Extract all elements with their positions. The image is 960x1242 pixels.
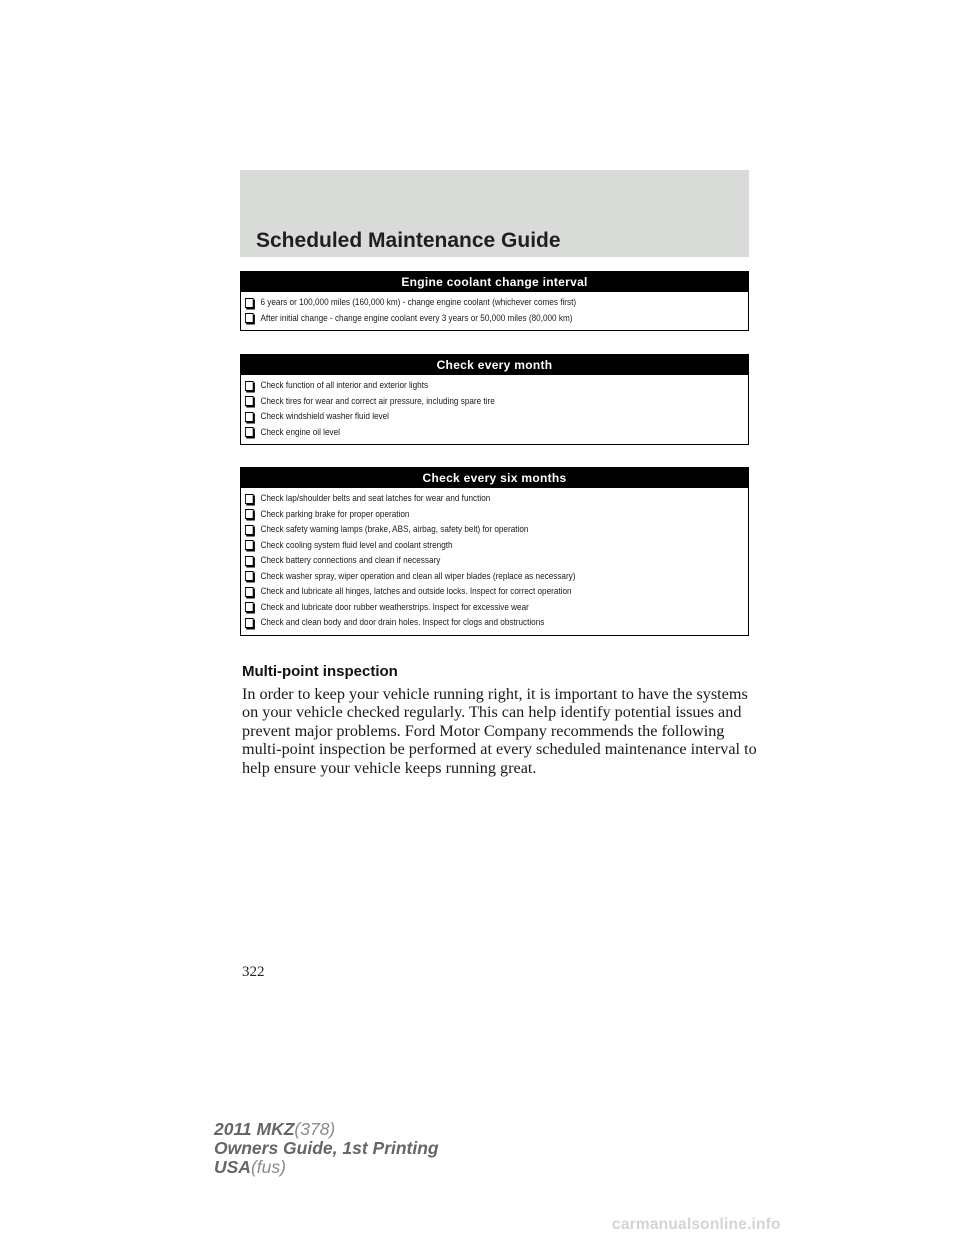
checklist-item bbox=[245, 491, 678, 507]
checklist-item bbox=[245, 394, 678, 410]
checklist-item-text: Check lap/shoulder belts and seat latches for wear and function bbox=[260, 493, 491, 504]
box-title: Check every month bbox=[241, 355, 748, 375]
checklist bbox=[241, 375, 748, 444]
checklist-item bbox=[245, 615, 678, 631]
footer-printing: Owners Guide, 1st Printing bbox=[214, 1138, 439, 1158]
checklist-item-text: Check and lubricate door rubber weatherstrips. Inspect for excessive wear bbox=[260, 601, 529, 613]
checklist-item-text: Check cooling system fluid level and coolant strength bbox=[260, 539, 453, 551]
checkbox-icon bbox=[245, 381, 254, 391]
checklist-item-text: Check and lubricate all hinges, latches and outside locks. Inspect for correct operation bbox=[260, 586, 572, 597]
section-body: In order to keep your vehicle running right, it is important to have the systems on your vehicle checked regularly. This can help identify potential issues and prevent major problems. Ford Motor Company recommends the following multi-point inspection be performed at every scheduled maintenance interval to help ensure your vehicle keeps running great. bbox=[242, 685, 757, 777]
checklist bbox=[241, 488, 748, 635]
checklist-item-text: Check parking brake for proper operation bbox=[260, 508, 410, 520]
checklist-item bbox=[245, 600, 678, 616]
checkbox-icon bbox=[245, 540, 254, 550]
six-month-check-box bbox=[240, 467, 749, 636]
footer-model-code: (378) bbox=[294, 1119, 336, 1139]
checklist-item bbox=[245, 311, 678, 327]
checklist-item-text: Check function of all interior and exterior lights bbox=[260, 380, 429, 391]
checklist-item-text: Check tires for wear and correct air pressure, including spare tire bbox=[260, 395, 495, 407]
checklist-item-text: Check windshield washer fluid level bbox=[260, 411, 389, 422]
page-title: Scheduled Maintenance Guide bbox=[256, 229, 561, 252]
checklist-item-text: Check washer spray, wiper operation and clean all wiper blades (replace as necessary) bbox=[260, 570, 576, 582]
section-heading: Multi-point inspection bbox=[242, 663, 398, 680]
checklist-item-text: Check battery connections and clean if necessary bbox=[260, 555, 441, 566]
checkbox-icon bbox=[245, 509, 254, 519]
checklist-item bbox=[245, 538, 678, 554]
checklist-item-text: 6 years or 100,000 miles (160,000 km) - change engine coolant (whichever comes first) bbox=[260, 297, 577, 308]
box-title: Check every six months bbox=[241, 468, 748, 488]
footer-line-model bbox=[214, 1120, 439, 1139]
checklist-item bbox=[245, 507, 678, 523]
checkbox-icon bbox=[245, 427, 254, 437]
checklist-item-text: Check safety warning lamps (brake, ABS, airbag, safety belt) for operation bbox=[260, 524, 529, 535]
checkbox-icon bbox=[245, 602, 254, 612]
footer-line-printing bbox=[214, 1139, 439, 1158]
checklist-item-text: Check engine oil level bbox=[260, 426, 340, 438]
header-band bbox=[240, 170, 749, 257]
checklist-item bbox=[245, 295, 678, 311]
checklist-item bbox=[245, 522, 678, 538]
checkbox-icon bbox=[245, 313, 254, 323]
checkbox-icon bbox=[245, 525, 254, 535]
checklist-item-text: After initial change - change engine coolant every 3 years or 50,000 miles (80,000 km) bbox=[260, 312, 573, 324]
checkbox-icon bbox=[245, 571, 254, 581]
engine-coolant-box bbox=[240, 271, 749, 331]
checkbox-icon bbox=[245, 396, 254, 406]
checkbox-icon bbox=[245, 298, 254, 308]
watermark: carmanualsonline.info bbox=[612, 1216, 781, 1233]
footer-model: 2011 MKZ bbox=[214, 1119, 295, 1139]
print-footer bbox=[214, 1120, 439, 1177]
checkbox-icon bbox=[245, 587, 254, 597]
checklist-item bbox=[245, 409, 678, 425]
monthly-check-box bbox=[240, 354, 749, 445]
checklist bbox=[241, 292, 748, 330]
checkbox-icon bbox=[245, 618, 254, 628]
checklist-item-text: Check and clean body and door drain holes. Inspect for clogs and obstructions bbox=[260, 617, 545, 628]
checkbox-icon bbox=[245, 412, 254, 422]
checklist-item bbox=[245, 569, 678, 585]
footer-market: USA bbox=[214, 1157, 251, 1177]
footer-market-code: (fus) bbox=[250, 1157, 286, 1177]
checklist-item bbox=[245, 425, 678, 441]
checkbox-icon bbox=[245, 494, 254, 504]
checklist-item bbox=[245, 584, 678, 600]
checkbox-icon bbox=[245, 556, 254, 566]
footer-line-market bbox=[214, 1158, 439, 1177]
page-number: 322 bbox=[242, 964, 265, 980]
checklist-item bbox=[245, 378, 678, 394]
checklist-item bbox=[245, 553, 678, 569]
box-title: Engine coolant change interval bbox=[241, 272, 748, 292]
